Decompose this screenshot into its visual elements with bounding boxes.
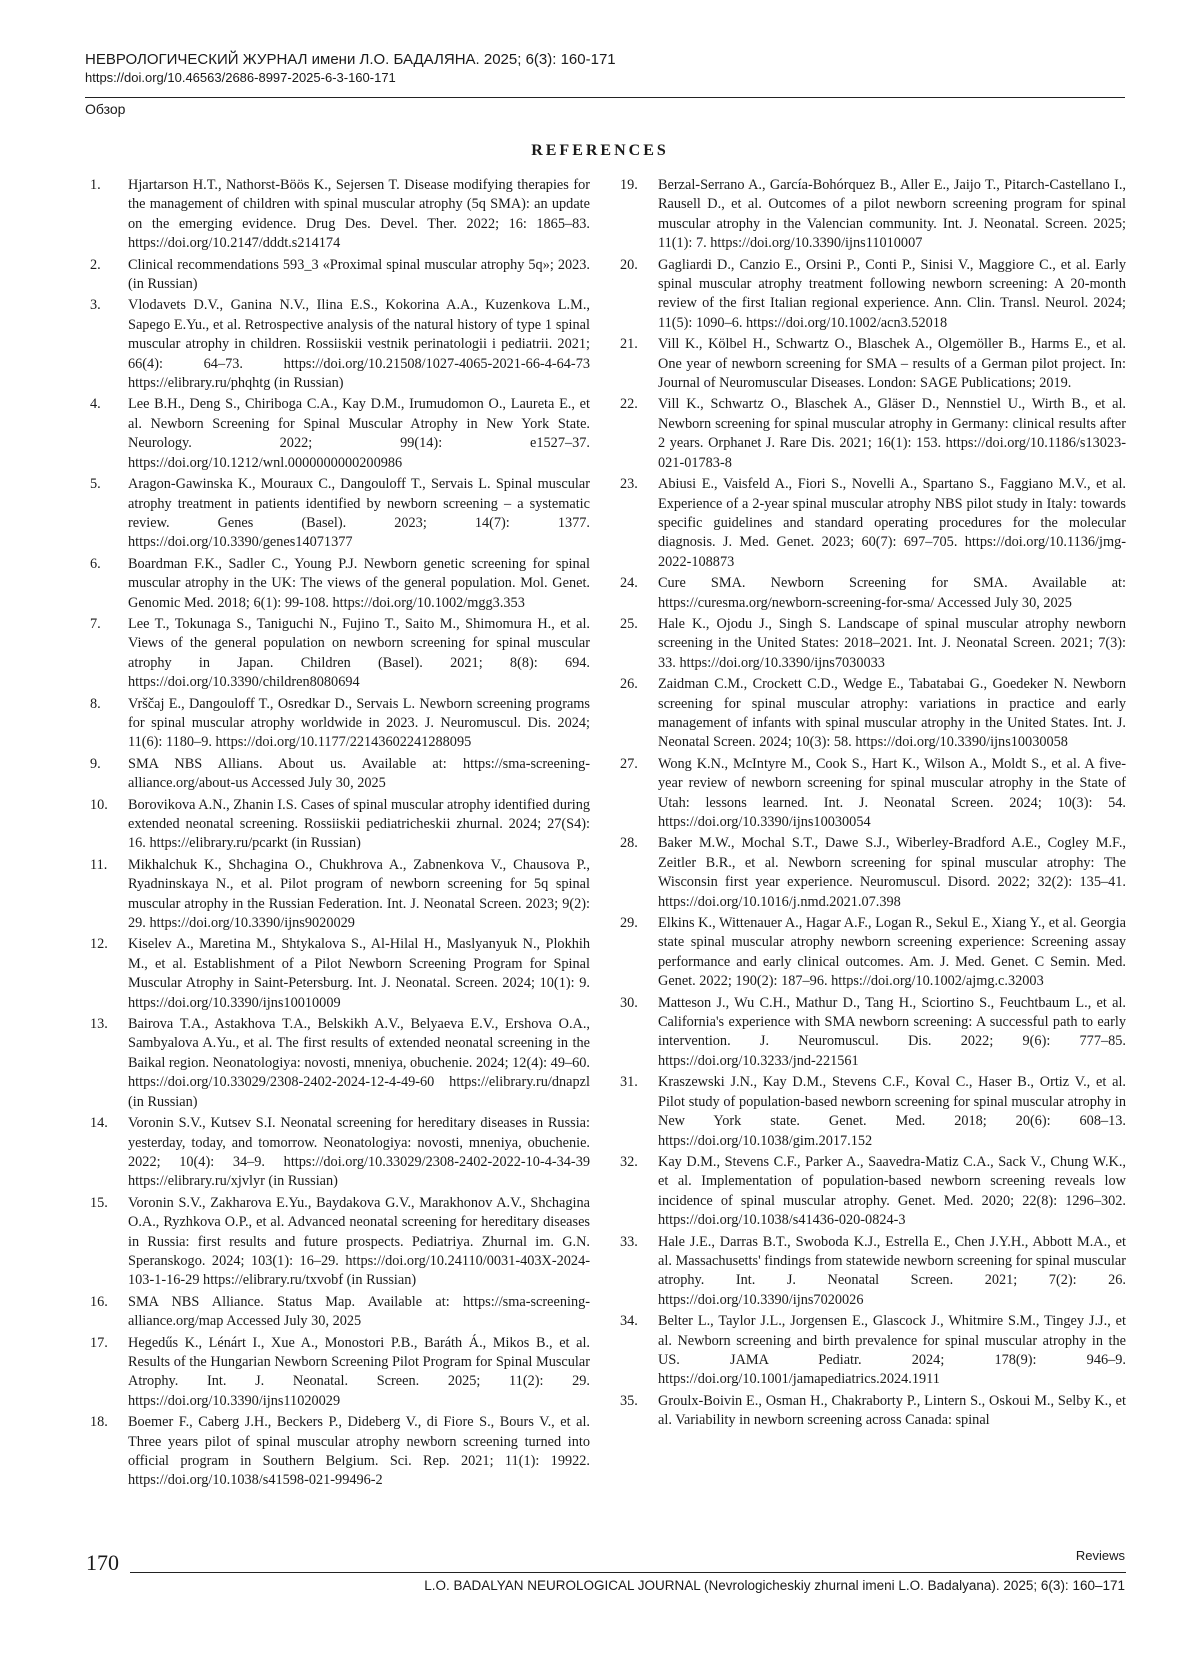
reference-number: 13. xyxy=(90,1016,108,1033)
reference-text: Mikhalchuk K., Shchagina O., Chukhrova A., Zabnenkova V., Chausova P., Ryadninskaya N., et al. Pilot program of newborn screening for 5q spinal muscular atrophy in the Russian Federation. Int. J. Neonatal Screen. 2023; 9(2): 29. https://doi.org/10.3390/ijns9020029 xyxy=(128,856,590,932)
header-journal-title: НЕВРОЛОГИЧЕСКИЙ ЖУРНАЛ имени Л.О. БАДАЛЯНА. 2025; 6(3): 160-171 xyxy=(85,51,616,68)
reference-item xyxy=(620,475,1126,572)
reference-text: Hale J.E., Darras B.T., Swoboda K.J., Estrella E., Chen J.Y.H., Abbott M.A., et al. Massachusetts' findings from statewide newborn screening for spinal muscular atrophy. Int. J. Neonatal Screen. 2021; 7(2): 26. https://doi.org/10.3390/ijns7020026 xyxy=(658,1233,1126,1308)
reference-item xyxy=(90,1334,590,1412)
reference-item xyxy=(620,755,1126,833)
reference-text: Abiusi E., Vaisfeld A., Fiori S., Novelli A., Spartano S., Faggiano M.V., et al. Experience of a 2-year spinal muscular atrophy NBS pilot study in Italy: towards specific guidelines and standard operating procedures for the molecular diagnosis. J. Med. Genet. 2023; 60(7): 697–705. https://doi.org/10.1136/jmg-2022-108873 xyxy=(658,476,1126,570)
reference-number: 3. xyxy=(90,297,101,314)
reference-text: Wong K.N., McIntyre M., Cook S., Hart K., Wilson A., Moldt S., et al. A five-year review of newborn screening for spinal muscular atrophy in the State of Utah: lessons learned. Int. J. Neonatal Screen. 2024; 10(3): 54. https://doi.org/10.3390/ijns10030054 xyxy=(658,755,1126,830)
reference-text: Kraszewski J.N., Kay D.M., Stevens C.F., Koval C., Haser B., Ortiz V., et al. Pilot study of population-based newborn screening for spinal muscular atrophy in New York state. Genet. Med. 2018; 20(6): 608–13. https://doi.org/10.1038/gim.2017.152 xyxy=(658,1074,1126,1149)
reference-item xyxy=(620,615,1126,673)
reference-item xyxy=(620,1233,1126,1311)
reference-item xyxy=(620,574,1126,613)
footer-journal-title: L.O. BADALYAN NEUROLOGICAL JOURNAL (Nevrologicheskiy zhurnal imeni L.O. Badalyana). 2025; 6(3): 160–171 xyxy=(424,1578,1125,1593)
reference-text: Clinical recommendations 593_3 «Proximal spinal muscular atrophy 5q»; 2023. (in Russian) xyxy=(128,256,590,293)
reference-text: SMA NBS Alliance. Status Map. Available at: https://sma-screening-alliance.org/map Accessed July 30, 2025 xyxy=(128,1293,590,1330)
reference-item xyxy=(90,1015,590,1112)
reference-item xyxy=(90,296,590,393)
reference-item xyxy=(620,395,1126,473)
reference-text: Voronin S.V., Kutsev S.I. Neonatal screening for hereditary diseases in Russia: yesterday, today, and tomorrow. Neonatologiya: novosti, mneniya, obuchenie. 2022; 10(4): 34–9. https://doi.org/10.33029/2308-2402-2022-10-4-34-39 https://elibrary.ru/xjvlyr (in Russian) xyxy=(128,1115,590,1190)
reference-text: Matteson J., Wu C.H., Mathur D., Tang H., Sciortino S., Feuchtbaum L., et al. California's experience with SMA newborn screening: A successful path to early intervention. J. Neuromuscul. Dis. 2022; 9(6): 777–85. https://doi.org/10.3233/jnd-221561 xyxy=(658,994,1126,1069)
reference-number: 28. xyxy=(620,835,638,852)
references-heading: REFERENCES xyxy=(531,142,669,159)
reference-text: Boardman F.K., Sadler C., Young P.J. Newborn genetic screening for spinal muscular atrophy in the UK: The views of the general population. Mol. Genet. Genomic Med. 2018; 6(1): 99-108. https://doi.org/10.1002/mgg3.353 xyxy=(128,555,590,611)
reference-number: 10. xyxy=(90,796,108,813)
reference-item xyxy=(620,256,1126,334)
reference-number: 12. xyxy=(90,936,108,953)
reference-number: 22. xyxy=(620,396,638,413)
reference-item xyxy=(90,176,590,254)
reference-item xyxy=(620,335,1126,393)
reference-text: Borovikova A.N., Zhanin I.S. Cases of spinal muscular atrophy identified during extended neonatal screening. Rossiiskii pediatricheskii zhurnal. 2024; 27(S4): 16. https://elibrary.ru/pcarkt (in Russian) xyxy=(128,796,590,852)
reference-number: 11. xyxy=(90,856,108,873)
reference-item xyxy=(90,1293,590,1332)
reference-number: 30. xyxy=(620,994,638,1011)
reference-item xyxy=(620,675,1126,753)
reference-text: Lee T., Tokunaga S., Taniguchi N., Fujino T., Saito M., Shimomura H., et al. Views of the general population on newborn screening for spinal muscular atrophy in Japan. Children (Basel). 2021; 8(8): 694. https://doi.org/10.3390/children8080694 xyxy=(128,615,590,691)
reference-text: Elkins K., Wittenauer A., Hagar A.F., Logan R., Sekul E., Xiang Y., et al. Georgia state spinal muscular atrophy newborn screening experience: Screening assay performance and early clinical outcomes. Am. J. Med. Genet. C Semin. Med. Genet. 2022; 190(2): 187–96. https://doi.org/10.1002/ajmg.c.32003 xyxy=(658,915,1126,990)
header-doi-link[interactable]: https://doi.org/10.46563/2686-8997-2025-6-3-160-171 xyxy=(85,70,396,85)
reference-number: 18. xyxy=(90,1414,108,1431)
reference-text: Bairova T.A., Astakhova T.A., Belskikh A.V., Belyaeva E.V., Ershova O.A., Sambyalova A.Yu., et al. The first results of extended neonatal screening in the Baikal region. Neonatologiya: novosti, mneniya, obuchenie. 2024; 12(4): 49–60. https://doi.org/10.33029/2308-2402-2024-12-4-49-60 https://elibrary.ru/dnapzl (in Russian) xyxy=(128,1016,590,1110)
reference-text: Hjartarson H.T., Nathorst-Böös K., Sejersen T. Disease modifying therapies for the management of children with spinal muscular atrophy (5q SMA): an update on the emerging evidence. Drug Des. Devel. Ther. 2022; 16: 1865–83. https://doi.org/10.2147/dddt.s214174 xyxy=(128,177,590,252)
reference-number: 9. xyxy=(90,755,101,772)
references-column-left xyxy=(90,176,590,1493)
reference-item xyxy=(90,555,590,613)
reference-number: 1. xyxy=(90,177,101,193)
reference-number: 5. xyxy=(90,476,101,493)
reference-number: 8. xyxy=(90,695,101,712)
reference-text: Cure SMA. Newborn Screening for SMA. Available at: https://curesma.org/newborn-screening-for-sma/ Accessed July 30, 2025 xyxy=(658,575,1126,611)
reference-text: Kay D.M., Stevens C.F., Parker A., Saavedra-Matiz C.A., Sack V., Chung W.K., et al. Implementation of population-based newborn screening reveals low incidence of spinal muscular atrophy. Genet. Med. 2020; 22(8): 1296–302. https://doi.org/10.1038/s41436-020-0824-3 xyxy=(658,1153,1126,1229)
reference-item xyxy=(620,176,1126,254)
reference-number: 32. xyxy=(620,1153,638,1170)
references-column-right xyxy=(620,176,1126,1433)
reference-text: Vlodavets D.V., Ganina N.V., Ilina E.S., Kokorina A.A., Kuzenkova L.M., Sapego E.Yu., et al. Retrospective analysis of the natural history of type 1 spinal muscular atrophy in children. Rossiiskii vestnik perinatologii i pediatrii. 2021; 66(4): 64–73. https://doi.org/10.21508/1027-4065-2021-66-4-64-73 https://elibrary.ru/phqhtg (in Russian) xyxy=(128,297,590,392)
reference-number: 16. xyxy=(90,1293,108,1310)
reference-item xyxy=(620,1153,1126,1231)
reference-number: 17. xyxy=(90,1334,108,1351)
running-header xyxy=(85,50,1125,87)
reference-text: Hegedűs K., Lénárt I., Xue A., Monostori P.B., Baráth Á., Mikos B., et al. Results of the Hungarian Newborn Screening Pilot Program for Spinal Muscular Atrophy. Int. J. Neonatal. Screen. 2025; 11(2): 29. https://doi.org/10.3390/ijns11020029 xyxy=(128,1334,590,1409)
reference-item xyxy=(90,1194,590,1291)
reference-number: 33. xyxy=(620,1233,638,1250)
reference-item xyxy=(90,695,590,753)
reference-number: 31. xyxy=(620,1074,638,1091)
reference-item xyxy=(90,256,590,295)
reference-item xyxy=(90,1413,590,1491)
reference-number: 4. xyxy=(90,396,101,413)
reference-number: 7. xyxy=(90,615,101,632)
header-divider xyxy=(85,97,1125,98)
header-section-label: Обзор xyxy=(85,101,126,117)
reference-item xyxy=(90,475,590,553)
reference-item xyxy=(90,935,590,1013)
page-number: 170 xyxy=(86,1550,119,1575)
reference-number: 20. xyxy=(620,256,638,273)
reference-text: Gagliardi D., Canzio E., Orsini P., Conti P., Sinisi V., Maggiore C., et al. Early spinal muscular atrophy treatment following newborn screening: A 20-month review of the first Italian regional experience. Ann. Clin. Transl. Neurol. 2024; 11(5): 1090–6. https://doi.org/10.1002/acn3.52018 xyxy=(658,256,1126,331)
reference-number: 23. xyxy=(620,476,638,493)
reference-text: Boemer F., Caberg J.H., Beckers P., Dideberg V., di Fiore S., Bours V., et al. Three years pilot of spinal muscular atrophy newborn screening turned into official program in Southern Belgium. Sci. Rep. 2021; 11(1): 19922. https://doi.org/10.1038/s41598-021-99496-2 xyxy=(128,1414,590,1489)
reference-item xyxy=(90,755,590,794)
reference-item xyxy=(90,796,590,854)
reference-text: Zaidman C.M., Crockett C.D., Wedge E., Tabatabai G., Goedeker N. Newborn screening for spinal muscular atrophy: variations in practice and early management of infants with spinal muscular atrophy in the United States. Int. J. Neonatal Screen. 2024; 10(3): 58. https://doi.org/10.3390/ijns10030058 xyxy=(658,676,1126,751)
reference-number: 26. xyxy=(620,676,638,693)
reference-number: 6. xyxy=(90,555,101,572)
reference-text: Vrščaj E., Dangouloff T., Osredkar D., Servais L. Newborn screening programs for spinal muscular atrophy worldwide in 2023. J. Neuromuscul. Dis. 2024; 11(6): 1180–9. https://doi.org/10.1177/22143602241288095 xyxy=(128,695,590,751)
reference-item xyxy=(620,1073,1126,1151)
reference-item xyxy=(620,1392,1126,1431)
reference-number: 15. xyxy=(90,1194,108,1211)
reference-text: Vill K., Kölbel H., Schwartz O., Blaschek A., Olgemöller B., Harms E., et al. One year of newborn screening for SMA – results of a German pilot project. In: Journal of Neuromuscular Diseases. London: SAGE Publications; 2019. xyxy=(658,336,1126,392)
reference-number: 27. xyxy=(620,755,638,772)
reference-text: SMA NBS Allians. About us. Available at: https://sma-screening-alliance.org/about-us Accessed July 30, 2025 xyxy=(128,755,590,792)
reference-item xyxy=(620,834,1126,912)
reference-number: 14. xyxy=(90,1115,108,1132)
reference-item xyxy=(620,914,1126,992)
reference-item xyxy=(620,994,1126,1072)
reference-number: 29. xyxy=(620,915,638,932)
reference-text: Groulx-Boivin E., Osman H., Chakraborty P., Lintern S., Oskoui M., Selby K., et al. Variability in newborn screening across Canada: spinal xyxy=(658,1392,1126,1429)
reference-number: 21. xyxy=(620,336,638,353)
reference-number: 25. xyxy=(620,615,638,632)
reference-number: 2. xyxy=(90,256,101,273)
reference-text: Vill K., Schwartz O., Blaschek A., Gläser D., Nennstiel U., Wirth B., et al. Newborn screening for spinal muscular atrophy in Germany: clinical results after 2 years. Orphanet J. Rare Dis. 2021; 16(1): 153. https://doi.org/10.1186/s13023-021-01783-8 xyxy=(658,396,1126,471)
reference-text: Aragon-Gawinska K., Mouraux C., Dangouloff T., Servais L. Spinal muscular atrophy treatment in patients identified by newborn screening – a systematic review. Genes (Basel). 2023; 14(7): 1377. https://doi.org/10.3390/genes14071377 xyxy=(128,476,590,551)
reference-text: Kiselev A., Maretina M., Shtykalova S., Al-Hilal H., Maslyanyuk N., Plokhih M., et al. Establishment of a Pilot Newborn Screening Program for Spinal Muscular Atrophy in Saint-Petersburg. Int. J. Neonatal. Screen. 2024; 10(1): 9. https://doi.org/10.3390/ijns10010009 xyxy=(128,936,590,1011)
reference-item xyxy=(90,1114,590,1192)
reference-text: Lee B.H., Deng S., Chiriboga C.A., Kay D.M., Irumudomon O., Laureta E., et al. Newborn Screening for Spinal Muscular Atrophy in New York State. Neurology. 2022; 99(14): e1527–37. https://doi.org/10.1212/wnl.0000000000200986 xyxy=(128,396,590,471)
footer-section-label: Reviews xyxy=(1075,1548,1125,1563)
reference-item xyxy=(90,856,590,934)
reference-number: 35. xyxy=(620,1392,638,1409)
reference-text: Baker M.W., Mochal S.T., Dawe S.J., Wiberley-Bradford A.E., Cogley M.F., Zeitler B.R., et al. Newborn screening for spinal muscular atrophy: The Wisconsin first year experience. Neuromuscul. Disord. 2022; 32(2): 135–41. https://doi.org/10.1016/j.nmd.2021.07.398 xyxy=(658,835,1126,910)
reference-item xyxy=(620,1312,1126,1390)
reference-item xyxy=(90,615,590,693)
reference-text: Berzal-Serrano A., García-Bohórquez B., Aller E., Jaijo T., Pitarch-Castellano I., Rausell D., et al. Outcomes of a pilot newborn screening program for spinal muscular atrophy in the Valencian community. Int. J. Neonatal. Screen. 2025; 11(1): 7. https://doi.org/10.3390/ijns11010007 xyxy=(658,177,1126,252)
reference-number: 19. xyxy=(620,177,638,193)
reference-text: Hale K., Ojodu J., Singh S. Landscape of spinal muscular atrophy newborn screening in the United States: 2018–2021. Int. J. Neonatal Screen. 2021; 7(3): 33. https://doi.org/10.3390/ijns7030033 xyxy=(658,615,1126,671)
reference-text: Belter L., Taylor J.L., Jorgensen E., Glascock J., Whitmire S.M., Tingey J.J., et al. Newborn screening and birth prevalence for spinal muscular atrophy in the US. JAMA Pediatr. 2024; 178(9): 946–9. https://doi.org/10.1001/jamapediatrics.2024.1911 xyxy=(658,1313,1126,1388)
reference-number: 34. xyxy=(620,1313,638,1330)
reference-number: 24. xyxy=(620,575,638,592)
reference-item xyxy=(90,395,590,473)
footer-divider xyxy=(130,1572,1126,1573)
reference-text: Voronin S.V., Zakharova E.Yu., Baydakova G.V., Marakhonov A.V., Shchagina O.A., Ryzhkova O.P., et al. Advanced neonatal screening for hereditary diseases in Russia: first results and future prospects. Pediatriya. Zhurnal im. G.N. Speranskogo. 2024; 103(1): 16–29. https://doi.org/10.24110/0031-403X-2024-103-1-16-29 https://elibrary.ru/txvobf (in Russian) xyxy=(128,1194,590,1289)
